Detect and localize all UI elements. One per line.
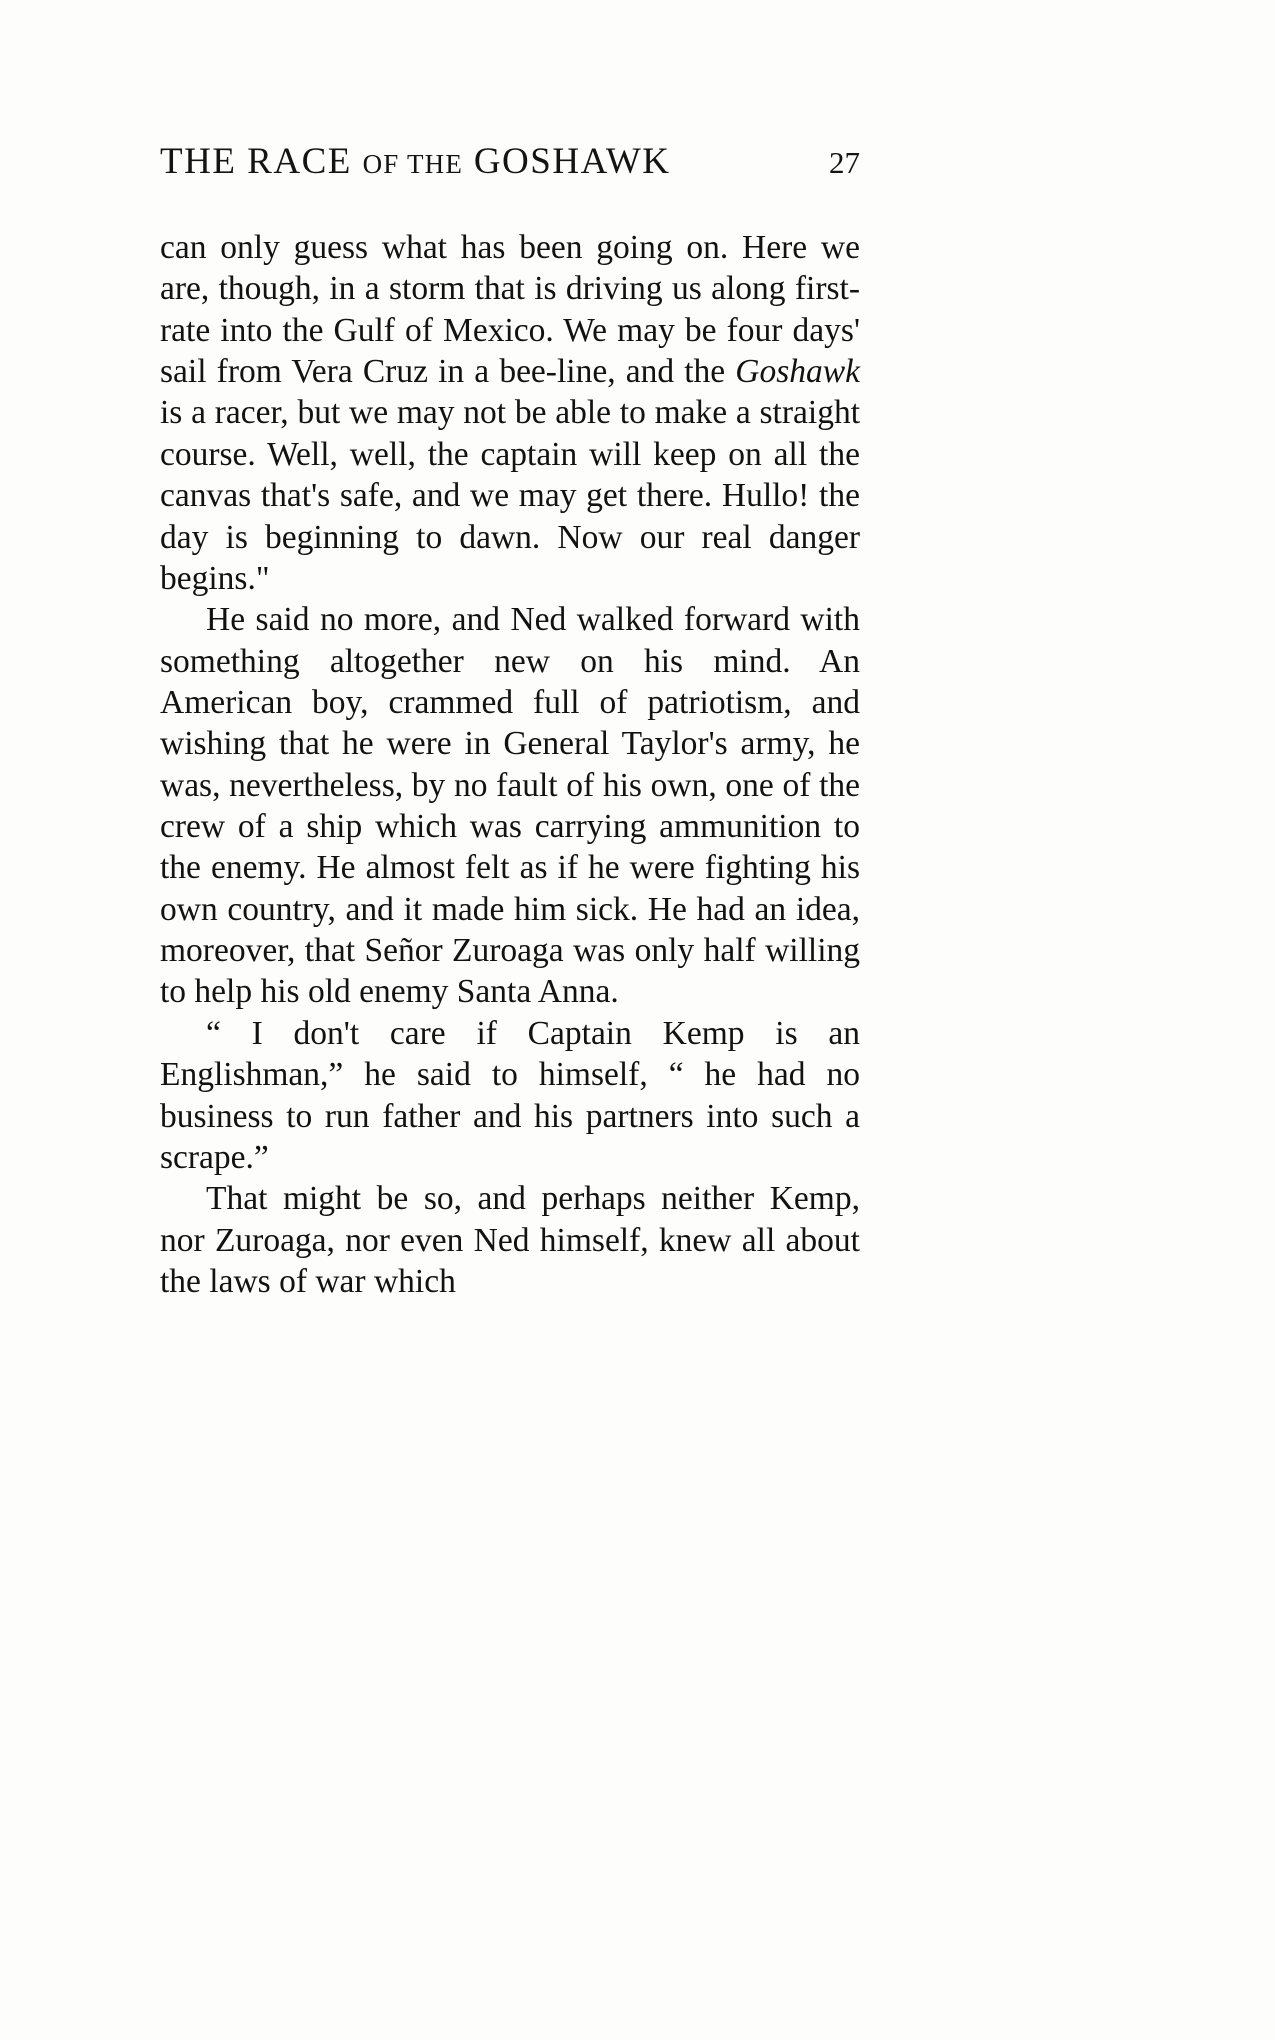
running-head-title bbox=[160, 140, 670, 183]
running-head-title-part2: GOSHAWK bbox=[473, 141, 671, 182]
body-text bbox=[160, 227, 860, 1302]
running-head-title-part1: THE RACE bbox=[160, 141, 352, 182]
paragraph-2: He said no more, and Ned walked forward with something altogether new on his mind. An American boy, crammed full of patriotism, and wishing that he were in General Taylor's army, he was, nevertheless, by no fault of his own, one of the crew of a ship which was carrying ammunition to the enemy. He almost felt as if he were fighting his own country, and it made him sick. He had an idea, moreover, that Señor Zuroaga was only half willing to help his old enemy Santa Anna. bbox=[160, 601, 860, 1011]
running-head bbox=[160, 140, 860, 183]
paragraph-1: can only guess what has been going on. Here we are, though, in a storm that is driving us along first-rate into the Gulf of Mexico. We may be four days' sail from Vera Cruz in a bee-line, and the Goshawk is a racer, but we may not be able to make a straight course. Well, well, the captain will keep on all the canvas that's safe, and we may get there. Hullo! the day is beginning to dawn. Now our real danger begins." bbox=[160, 229, 860, 597]
running-head-title-ofthe: OF THE bbox=[362, 149, 464, 179]
paragraph-4: That might be so, and perhaps neither Kemp, nor Zuroaga, nor even Ned himself, knew all about the laws of war which bbox=[160, 1180, 860, 1300]
page-number: 27 bbox=[829, 145, 860, 180]
page-content bbox=[160, 140, 860, 1302]
paragraph-3: “ I don't care if Captain Kemp is an Englishman,” he said to himself, “ he had no business to run father and his partners into such a scrape.” bbox=[160, 1014, 860, 1176]
